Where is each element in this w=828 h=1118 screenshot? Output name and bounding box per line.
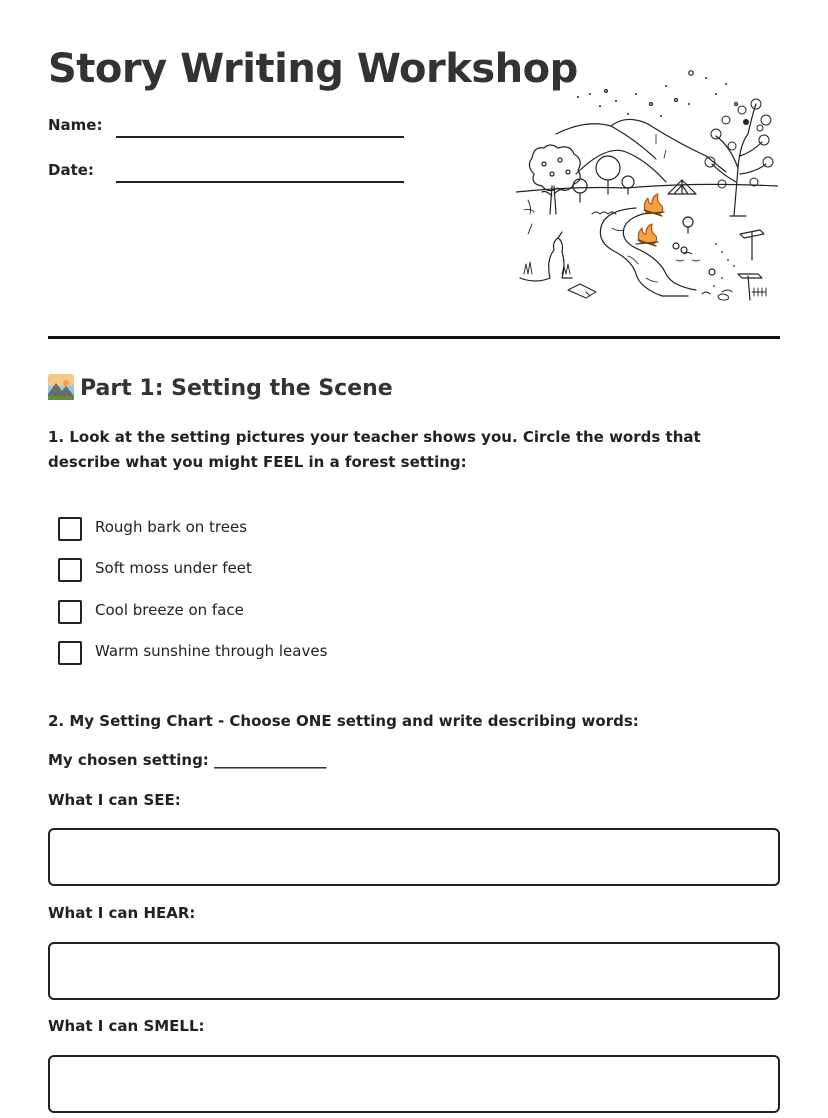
tent-icon: [668, 180, 696, 194]
see-answer-input[interactable]: [50, 830, 778, 884]
name-line[interactable]: [116, 136, 404, 138]
date-label: Date:: [48, 161, 94, 179]
worksheet-title: Story Writing Workshop: [48, 46, 578, 92]
date-line[interactable]: [116, 181, 404, 183]
gum-tree-icon: [705, 99, 773, 216]
campfire-icon: [636, 194, 664, 246]
signpost-icon: [738, 230, 764, 300]
landscape-illustration: [516, 64, 778, 304]
hear-answer-input[interactable]: [50, 944, 778, 998]
smell-answer-box[interactable]: [48, 1055, 780, 1113]
fence-icon: [752, 288, 766, 296]
section-divider: [48, 336, 780, 339]
tree-icon: [529, 145, 580, 214]
mountains-icon: [556, 119, 726, 182]
hear-label: What I can HEAR:: [48, 904, 196, 922]
name-label: Name:: [48, 116, 103, 134]
smell-answer-input[interactable]: [50, 1057, 778, 1111]
see-answer-box[interactable]: [48, 828, 780, 886]
option-label: Soft moss under feet: [95, 559, 252, 577]
checkbox[interactable]: [58, 641, 82, 665]
stars-icon: [577, 71, 737, 117]
checkbox[interactable]: [58, 600, 82, 624]
small-trees-icon: [573, 156, 634, 202]
see-label: What I can SEE:: [48, 791, 181, 809]
mountain-sunset-icon: [48, 374, 74, 400]
option-label: Rough bark on trees: [95, 518, 248, 536]
part1-heading: [48, 374, 393, 404]
chosen-setting-line[interactable]: My chosen setting: _______________: [48, 751, 327, 769]
option-label: Warm sunshine through leaves: [95, 642, 328, 660]
checkbox[interactable]: [58, 558, 82, 582]
part1-heading-text: Part 1: Setting the Scene: [80, 376, 393, 401]
hear-answer-box[interactable]: [48, 942, 780, 1000]
question-1: 1. Look at the setting pictures your teacher shows you. Circle the words that describe what you might FEEL in a forest setting:: [48, 428, 701, 471]
option-label: Cool breeze on face: [95, 601, 244, 619]
checkbox[interactable]: [58, 517, 82, 541]
smell-label: What I can SMELL:: [48, 1017, 205, 1035]
question-2: 2. My Setting Chart - Choose ONE setting and write describing words:: [48, 712, 639, 730]
